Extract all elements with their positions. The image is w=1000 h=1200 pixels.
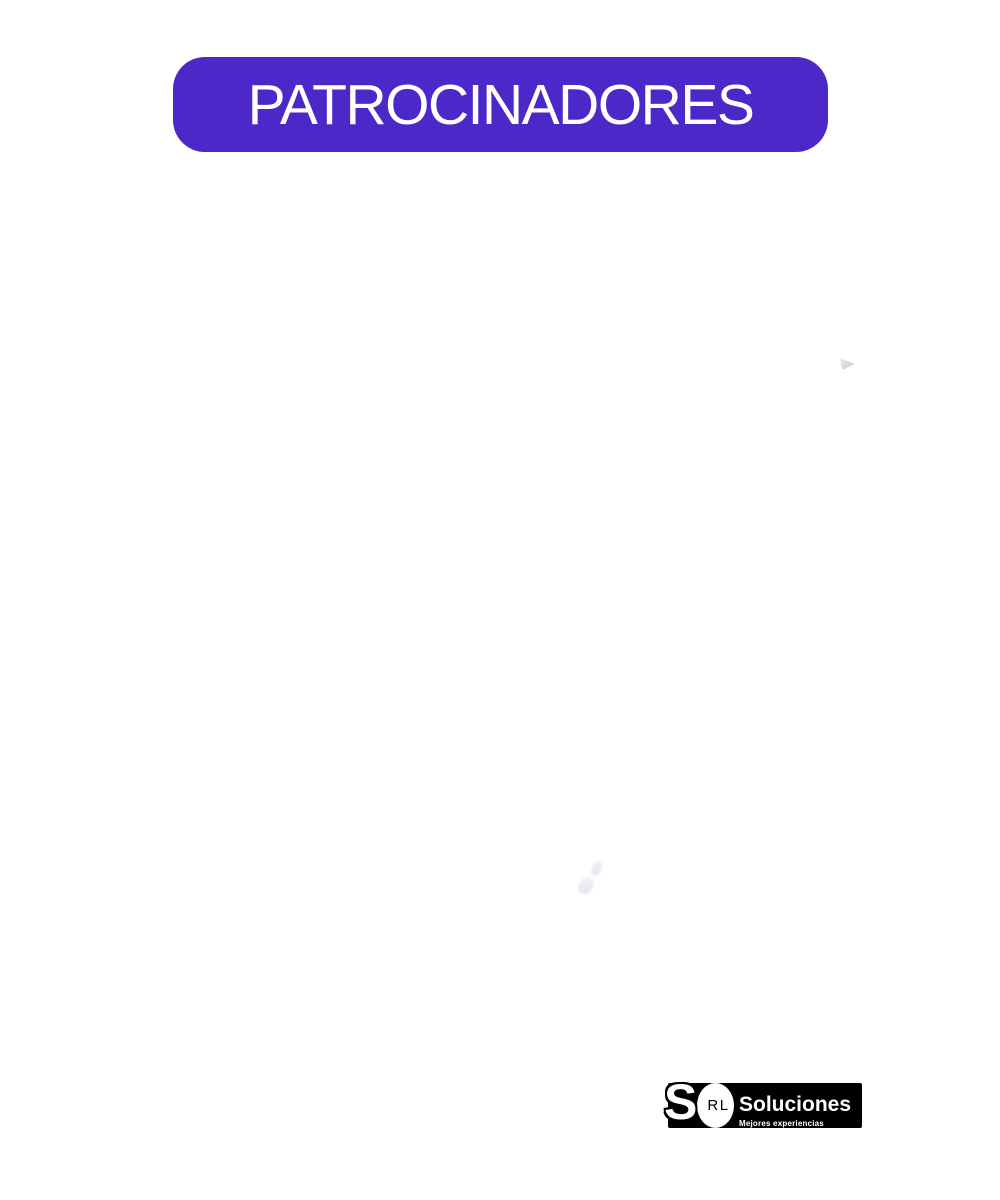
logo-letter-s-icon: S: [664, 1074, 698, 1130]
faint-arrow-mark-icon: [840, 357, 855, 370]
logo-name: Soluciones: [739, 1093, 852, 1116]
logo-tagline: Mejores experiencias: [739, 1119, 824, 1128]
faint-swoosh-mark-top-icon: [590, 859, 604, 877]
logo-disc-icon: [697, 1083, 734, 1128]
logo-letters-rl: RL: [707, 1097, 730, 1114]
srl-soluciones-logo: [664, 1074, 862, 1130]
logo-text-block: [739, 1094, 851, 1128]
faint-swoosh-mark-bottom-icon: [577, 875, 595, 895]
title-banner: [173, 57, 828, 152]
banner-label: PATROCINADORES: [247, 72, 754, 137]
